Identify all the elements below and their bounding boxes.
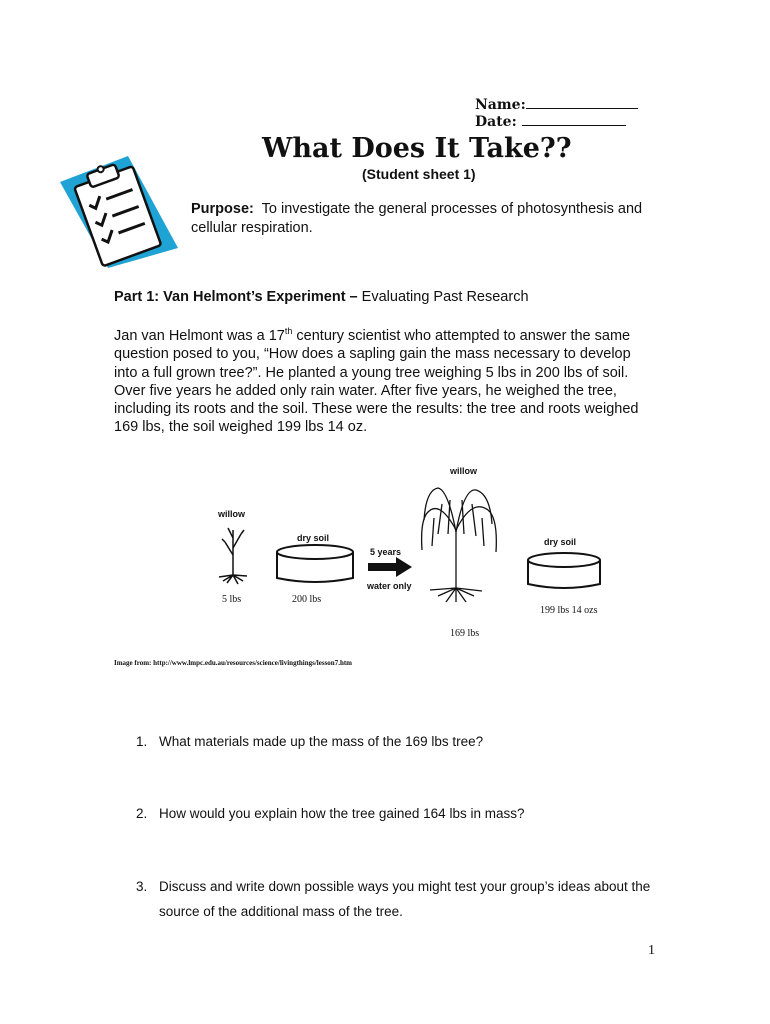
dry-soil-right-label: dry soil bbox=[544, 537, 577, 547]
arrow-drawing bbox=[368, 557, 412, 577]
weight-sapling: 5 lbs bbox=[222, 594, 242, 605]
date-label: Date: bbox=[475, 114, 517, 130]
water-only-label: water only bbox=[367, 581, 412, 591]
part1-subheading: Evaluating Past Research bbox=[361, 289, 529, 305]
part1-heading-bold: Part 1: Van Helmont’s Experiment – bbox=[114, 289, 358, 305]
date-blank-line bbox=[522, 112, 626, 126]
willow-big-label: willow bbox=[450, 466, 477, 476]
soil-pot-after bbox=[528, 553, 600, 588]
date-field bbox=[475, 112, 626, 131]
intro-text-rest: century scientist who attempted to answer the same question posed to you, “How does a sapling gain the mass necessary to develop into a full grown tree?”. He planted a young tree weighing 5 lbs in 200 lbs of soil. Over five years he added only rain water. After five years, he weighed the tree, including its roots and the soil. These were the results: the tree and roots weighed 169 lbs, the soil weighed 199 lbs 14 oz. bbox=[114, 328, 639, 436]
soil-pot-before bbox=[277, 545, 353, 582]
clipboard-icon bbox=[56, 152, 181, 270]
name-blank-line bbox=[526, 95, 638, 109]
dry-soil-left-label: dry soil bbox=[297, 533, 330, 543]
question-text: How would you explain how the tree gained 164 lbs in mass? bbox=[159, 806, 525, 821]
purpose-paragraph bbox=[191, 200, 651, 238]
intro-paragraph bbox=[114, 327, 654, 437]
purpose-label: Purpose: bbox=[191, 201, 254, 217]
question-text: What materials made up the mass of the 169 lbs tree? bbox=[159, 734, 484, 749]
part1-heading bbox=[114, 289, 529, 305]
weight-soil-after: 199 lbs 14 ozs bbox=[540, 605, 598, 616]
question-number: 3. bbox=[136, 879, 148, 894]
question-number: 2. bbox=[136, 806, 148, 821]
willow-small-label: willow bbox=[218, 509, 245, 519]
question-number: 1. bbox=[136, 734, 148, 749]
weight-tree: 169 lbs bbox=[450, 628, 480, 639]
page-number: 1 bbox=[648, 943, 655, 958]
years-label: 5 years bbox=[370, 547, 402, 557]
willow-tree-drawing bbox=[422, 488, 497, 602]
page-title: What Does It Take?? bbox=[262, 133, 572, 164]
image-source: Image from: http://www.lmpc.edu.au/resources/science/livingthings/lesson7.htm bbox=[114, 659, 352, 667]
weight-soil-before: 200 lbs bbox=[292, 594, 322, 605]
sapling-drawing bbox=[219, 528, 247, 584]
name-label: Name: bbox=[475, 97, 526, 113]
page-subtitle: (Student sheet 1) bbox=[362, 166, 476, 182]
intro-text-start: Jan van Helmont was a 17 bbox=[114, 328, 285, 344]
intro-superscript: th bbox=[284, 326, 293, 337]
purpose-text: To investigate the general processes of photosynthesis and cellular respiration. bbox=[191, 201, 643, 236]
question-text: Discuss and write down possible ways you might test your group’s ideas about the source of the additional mass of the tree. bbox=[159, 879, 651, 919]
